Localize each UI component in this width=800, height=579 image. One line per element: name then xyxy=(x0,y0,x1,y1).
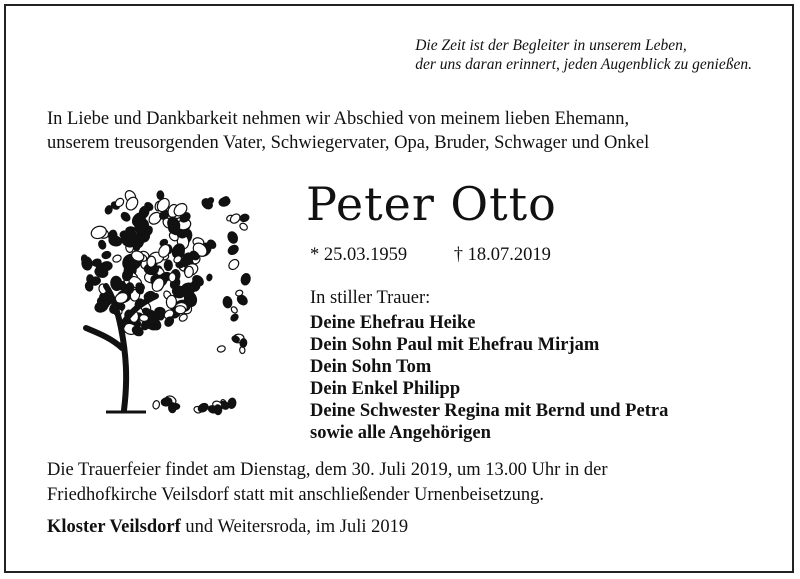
place-bold: Kloster Veilsdorf xyxy=(47,517,181,537)
deceased-name: Peter Otto xyxy=(306,177,557,231)
mourner-name: Dein Sohn Paul mit Ehefrau Mirjam xyxy=(310,335,600,355)
service-line-2: Friedhofkirche Veilsdorf statt mit anschließender Urnenbeisetzung. xyxy=(47,485,544,505)
quote xyxy=(415,36,752,74)
quote-line-2: der uns daran erinnert, jeden Augenblick zu genießen. xyxy=(415,56,752,73)
tree-with-falling-leaves-icon xyxy=(66,178,256,418)
mourner-name: Dein Enkel Philipp xyxy=(310,379,461,399)
service-line-1: Die Trauerfeier findet am Dienstag, dem 30. Juli 2019, um 13.00 Uhr in der xyxy=(47,460,608,480)
place-rest: und Weitersroda, im Juli 2019 xyxy=(180,517,409,537)
mourner-name: sowie alle Angehörigen xyxy=(310,423,491,443)
service-info xyxy=(47,458,608,508)
intro-line-1: In Liebe und Dankbarkeit nehmen wir Abschied von meinem lieben Ehemann, xyxy=(47,109,630,129)
life-dates xyxy=(310,243,551,267)
mourner-name: Dein Sohn Tom xyxy=(310,357,432,377)
intro-line-2: unserem treusorgenden Vater, Schwiegervater, Opa, Bruder, Schwager und Onkel xyxy=(47,133,650,153)
mourner-name: Deine Ehefrau Heike xyxy=(310,313,476,333)
place-date xyxy=(47,515,408,539)
mourner-name: Deine Schwester Regina mit Bernd und Petra xyxy=(310,401,669,421)
death-date: † 18.07.2019 xyxy=(453,245,551,265)
birth-date: * 25.03.1959 xyxy=(310,245,408,265)
mourners-block xyxy=(310,287,668,444)
intro-text xyxy=(47,107,649,155)
mourners-lead: In stiller Trauer: xyxy=(310,288,431,308)
quote-line-1: Die Zeit ist der Begleiter in unserem Leben, xyxy=(415,37,687,54)
